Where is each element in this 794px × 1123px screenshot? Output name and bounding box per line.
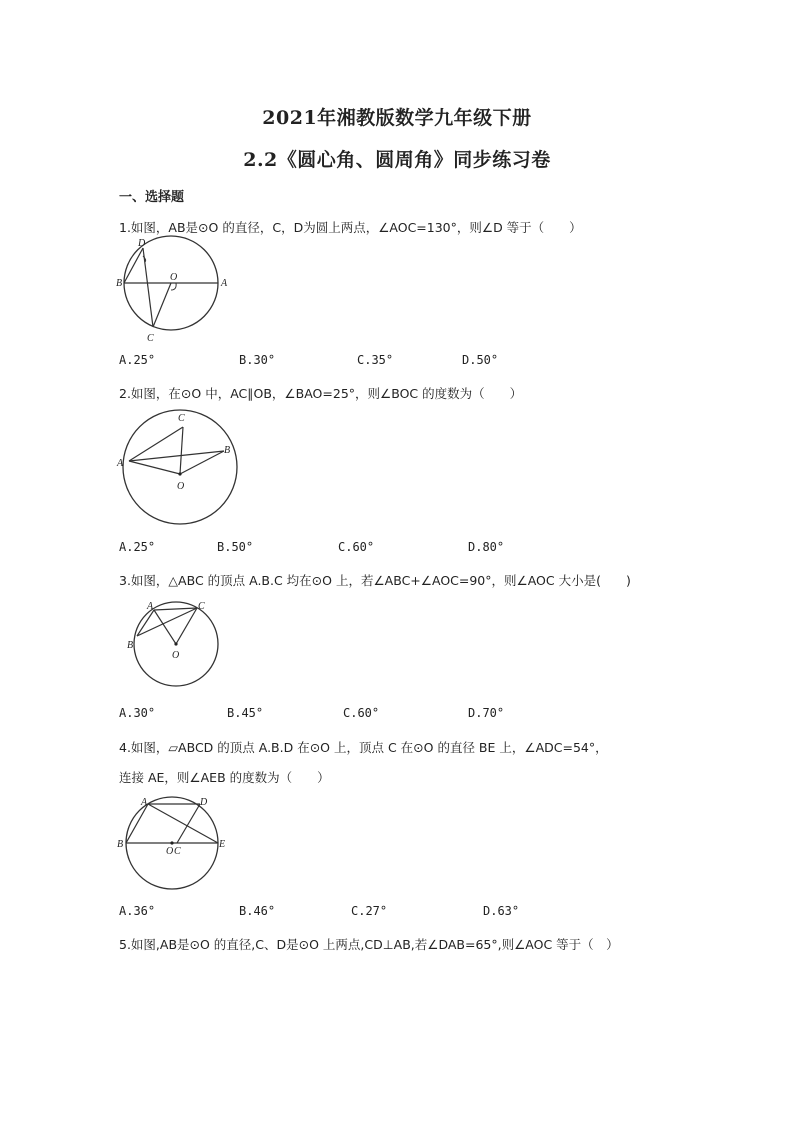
question-4-figure	[116, 795, 236, 895]
q4-option-b: B.46°	[239, 904, 276, 918]
segment-ao	[129, 461, 180, 474]
segment-ab	[126, 804, 148, 843]
label-o: O	[172, 650, 180, 661]
segment-oc	[153, 283, 171, 327]
question-3-figure	[124, 598, 224, 693]
segment-ac	[154, 608, 197, 610]
q2-option-b: B.50°	[217, 540, 254, 554]
q3-option-c: C.60°	[343, 706, 380, 720]
label-b: B	[224, 445, 231, 456]
label-d: D	[200, 797, 208, 808]
q4-option-a: A.36°	[119, 904, 156, 918]
question-3-stem: 3.如图，△ABC 的顶点 A.B.C 均在⊙O 上，若∠ABC+∠AOC=90°，则∠AOC 大小是( )	[119, 573, 631, 588]
label-b: B	[127, 640, 134, 651]
q4-option-d: D.63°	[483, 904, 520, 918]
label-c: C	[174, 846, 181, 857]
label-b: B	[116, 278, 123, 289]
question-1-figure	[116, 238, 236, 348]
segment-oc	[180, 427, 183, 474]
center-point	[174, 642, 177, 645]
title-line-1: 2021年湘教版数学九年级下册	[262, 107, 532, 129]
q1-option-c: C.35°	[357, 353, 394, 367]
segment-dc	[143, 248, 153, 327]
center-point	[178, 472, 181, 475]
q2-option-d: D.80°	[468, 540, 505, 554]
question-2-figure	[116, 410, 236, 530]
question-4-stem-line-2: 连接 AE，则∠AEB 的度数为（ ）	[119, 770, 330, 785]
q1-option-b: B.30°	[239, 353, 276, 367]
q3-option-d: D.70°	[468, 706, 505, 720]
label-a: A	[147, 601, 154, 612]
label-o: O	[170, 272, 178, 283]
q3-option-a: A.30°	[119, 706, 156, 720]
question-1-stem: 1.如图，AB是⊙O 的直径，C，D为圆上两点，∠AOC=130°，则∠D 等于（ ）	[119, 220, 582, 235]
q2-option-c: C.60°	[338, 540, 375, 554]
label-b: B	[117, 839, 124, 850]
q3-option-b: B.45°	[227, 706, 264, 720]
label-o: O	[166, 846, 174, 857]
angle-aoc-arc	[171, 283, 176, 290]
question-2-stem: 2.如图，在⊙O 中，AC∥OB，∠BAO=25°，则∠BOC 的度数为（ ）	[119, 386, 523, 401]
label-a: A	[141, 797, 148, 808]
center-point	[170, 841, 173, 844]
q1-option-d: D.50°	[462, 353, 499, 367]
label-o: O	[177, 481, 185, 492]
label-c: C	[178, 413, 185, 424]
label-a: A	[117, 458, 124, 469]
segment-ae	[148, 804, 218, 843]
q1-option-a: A.25°	[119, 353, 156, 367]
label-c: C	[198, 601, 205, 612]
q4-option-c: C.27°	[351, 904, 388, 918]
label-d: D	[138, 238, 146, 249]
label-c: C	[147, 333, 154, 344]
section-heading: 一、选择题	[119, 190, 185, 205]
question-5-stem: 5.如图,AB是⊙O 的直径,C、D是⊙O 上两点,CD⊥AB,若∠DAB=65°,则∠AOC 等于（ ）	[119, 937, 619, 952]
q2-option-a: A.25°	[119, 540, 156, 554]
segment-dc	[177, 804, 200, 843]
title-line-2: 2.2《圆心角、圆周角》同步练习卷	[243, 149, 551, 171]
question-4-stem-line-1: 4.如图，▱ABCD 的顶点 A.B.D 在⊙O 上，顶点 C 在⊙O 的直径 BE 上，∠ADC=54°，	[119, 740, 608, 755]
label-e: E	[219, 839, 226, 850]
label-a: A	[221, 278, 228, 289]
